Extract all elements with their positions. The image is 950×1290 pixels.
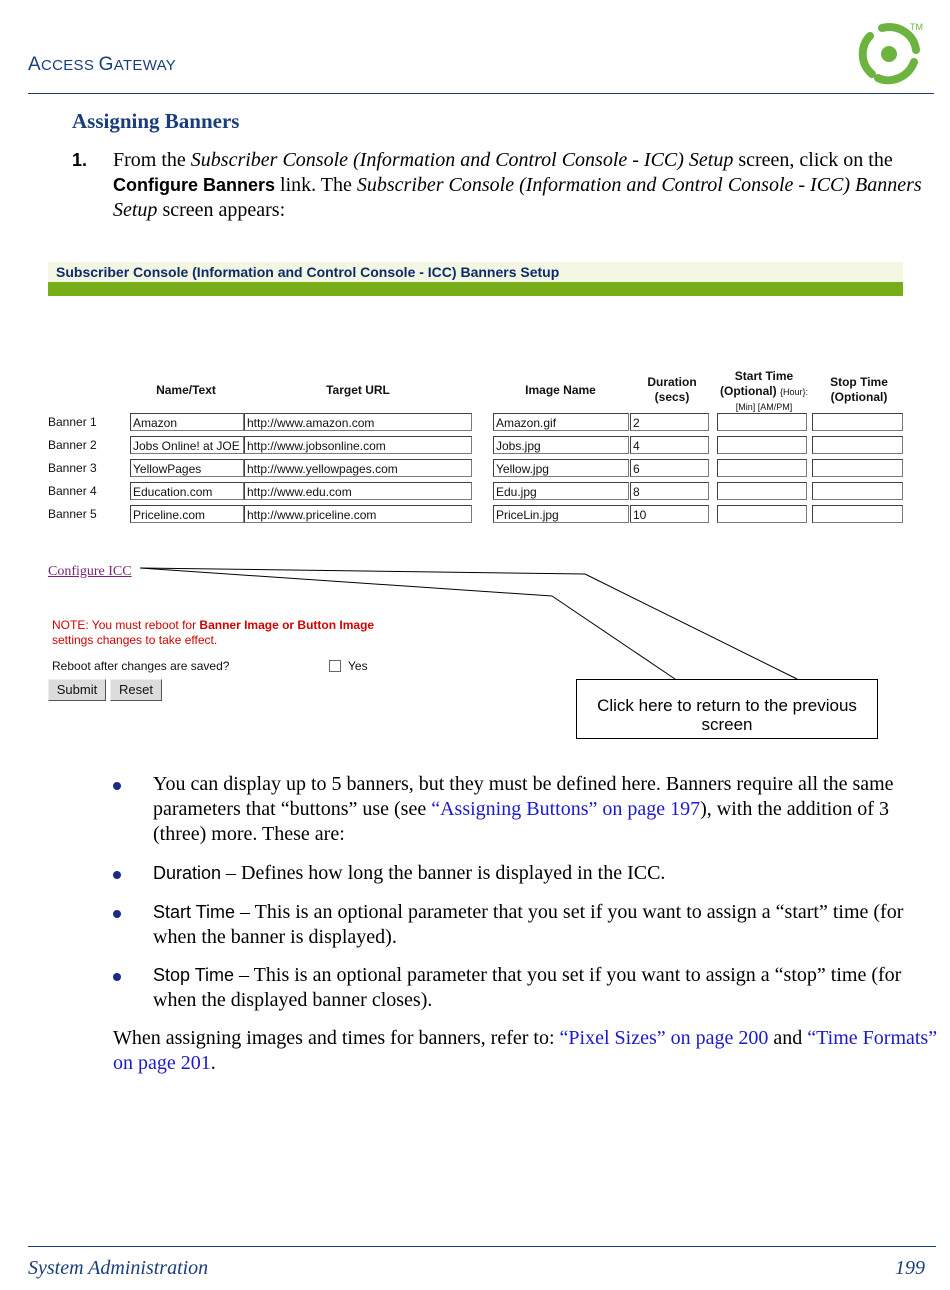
step-text-1: From the (113, 149, 191, 171)
running-header (28, 54, 176, 76)
screen-title-bar (48, 282, 903, 296)
closing-paragraph (113, 1026, 939, 1076)
banner-duration-field[interactable]: 6 (630, 459, 709, 477)
banner-start-time-field[interactable] (717, 436, 807, 454)
configure-banners-term: Configure Banners (113, 175, 276, 195)
banner-url-field[interactable]: http://www.priceline.com (244, 505, 472, 523)
callout-box (576, 679, 878, 739)
duration-label-2: (secs) (654, 390, 690, 404)
banner-name-field[interactable]: Priceline.com (130, 505, 244, 523)
step-text-2: screen, click on the (733, 149, 893, 171)
col-image-header: Image Name (525, 383, 596, 397)
bullet-2-text: – Defines how long the banner is displayed in the ICC. (221, 862, 666, 884)
banner-stop-time-field[interactable] (812, 482, 903, 500)
banner-name-field[interactable]: Jobs Online! at JOE (130, 436, 244, 454)
banner-image-field[interactable]: PriceLin.jpg (493, 505, 629, 523)
start-label-1: Start Time (734, 369, 794, 383)
step-text-3: link. The (275, 174, 357, 196)
assigning-buttons-link[interactable]: “Assigning Buttons” on page 197 (431, 798, 701, 820)
banner-url-field[interactable]: http://www.amazon.com (244, 413, 472, 431)
duration-term: Duration (153, 863, 222, 883)
col-stop-header (814, 375, 904, 405)
banner-name-field[interactable]: Amazon (130, 413, 244, 431)
bullet-dot (113, 973, 121, 981)
banner-start-time-field[interactable] (717, 482, 807, 500)
banner-name-field[interactable]: Education.com (130, 482, 244, 500)
banner-duration-field[interactable]: 2 (630, 413, 709, 431)
bullet-text (153, 900, 941, 950)
section-heading: Assigning Banners (72, 109, 240, 133)
banner-row-label: Banner 5 (48, 507, 97, 521)
header-cap-a: A (28, 54, 41, 75)
start-time-term: Start Time (153, 902, 236, 922)
reboot-yes-label: Yes (348, 659, 368, 673)
header-rest-a: CCESS (40, 57, 99, 74)
screen-title: Subscriber Console (Information and Control Console - ICC) Banners Setup (48, 262, 903, 282)
reboot-label: Reboot after changes are saved? (52, 659, 230, 673)
bullet-1-text-1: You can display up to 5 banners, but they must be defined here. Banners require all the same parameters that “buttons” use (see (153, 773, 894, 820)
bullet-dot (113, 782, 121, 790)
start-hint-2: [Min] [AM/PM] (735, 402, 793, 412)
callout-line-1: Click here to return to the previous (597, 696, 857, 715)
bullet-dot (113, 871, 121, 879)
stop-label-1: Stop Time (830, 375, 888, 389)
bullet-dot (113, 910, 121, 918)
header-rule (28, 93, 934, 94)
page-number: 199 (895, 1257, 925, 1279)
bullet-3-text: – This is an optional parameter that you set if you want to assign a “start” time (for when the banner is displayed). (153, 901, 904, 948)
step-italic-2: Subscriber Console (Information and Control Console - ICC) Banners Setup (113, 174, 922, 221)
reset-button[interactable]: Reset (110, 679, 162, 701)
banner-stop-time-field[interactable] (812, 459, 903, 477)
footer-section-title: System Administration (28, 1257, 209, 1279)
configure-icc-link[interactable]: Configure ICC (48, 564, 132, 579)
banner-url-field[interactable]: http://www.yellowpages.com (244, 459, 472, 477)
banner-row-label: Banner 2 (48, 438, 97, 452)
callout-line-2: screen (701, 715, 753, 734)
pixel-sizes-link[interactable]: “Pixel Sizes” on page 200 (559, 1027, 769, 1049)
banner-name-field[interactable]: YellowPages (130, 459, 244, 477)
header-cap-g: G (98, 54, 114, 75)
banner-stop-time-field[interactable] (812, 505, 903, 523)
header-rest-g: ATEWAY (113, 57, 177, 74)
banner-stop-time-field[interactable] (812, 413, 903, 431)
col-duration-header (630, 375, 714, 405)
bullet-1-text-2: ), with the addition of 3 (three) more. These are: (153, 798, 889, 845)
stop-label-2: (Optional) (830, 390, 888, 404)
bullet-text (153, 772, 941, 847)
bullet-text (153, 963, 941, 1013)
banner-image-field[interactable]: Amazon.gif (493, 413, 629, 431)
footer-rule (28, 1246, 936, 1247)
banner-duration-field[interactable]: 8 (630, 482, 709, 500)
banner-url-field[interactable]: http://www.edu.com (244, 482, 472, 500)
note-prefix: NOTE: You must reboot for (52, 618, 200, 632)
banner-stop-time-field[interactable] (812, 436, 903, 454)
step-text (113, 148, 939, 223)
closing-text-1: When assigning images and times for banners, refer to: (113, 1027, 560, 1049)
banner-url-field[interactable]: http://www.jobsonline.com (244, 436, 472, 454)
bullet-text (153, 861, 941, 886)
banner-start-time-field[interactable] (717, 505, 807, 523)
banner-start-time-field[interactable] (717, 413, 807, 431)
stop-time-term: Stop Time (153, 965, 235, 985)
banner-row-label: Banner 3 (48, 461, 97, 475)
banner-image-field[interactable]: Yellow.jpg (493, 459, 629, 477)
submit-button[interactable]: Submit (48, 679, 106, 701)
note-bold: Banner Image or Button Image (199, 618, 375, 632)
banner-duration-field[interactable]: 4 (630, 436, 709, 454)
banner-duration-field[interactable]: 10 (630, 505, 709, 523)
banner-row-label: Banner 1 (48, 415, 97, 429)
banner-row-label: Banner 4 (48, 484, 97, 498)
banner-image-field[interactable]: Jobs.jpg (493, 436, 629, 454)
company-logo (848, 18, 930, 90)
bullet-4-text: – This is an optional parameter that you set if you want to assign a “stop” time (for when the displayed banner closes). (153, 964, 902, 1011)
reboot-checkbox[interactable] (329, 660, 341, 672)
start-label-2: (Optional) (719, 384, 777, 398)
duration-label-1: Duration (647, 375, 697, 389)
col-start-header (712, 369, 816, 415)
time-formats-link[interactable]: “Time Formats” on page 201 (113, 1027, 938, 1074)
closing-text-2: and (768, 1027, 808, 1049)
start-hint-1: {Hour}: (779, 387, 809, 397)
step-number: 1. (72, 150, 88, 170)
closing-text-3: . (210, 1052, 216, 1074)
banners-setup-screenshot (48, 262, 903, 742)
note-line-2: settings changes to take effect. (52, 633, 218, 647)
banner-image-field[interactable]: Edu.jpg (493, 482, 629, 500)
step-italic-1: Subscriber Console (Information and Control Console - ICC) Setup (190, 149, 734, 171)
col-name-header: Name/Text (156, 383, 216, 397)
trademark-mark: TM (910, 22, 923, 32)
col-url-header: Target URL (326, 383, 390, 397)
step-text-4: screen appears: (157, 199, 286, 221)
banner-start-time-field[interactable] (717, 459, 807, 477)
reboot-note (52, 618, 374, 648)
